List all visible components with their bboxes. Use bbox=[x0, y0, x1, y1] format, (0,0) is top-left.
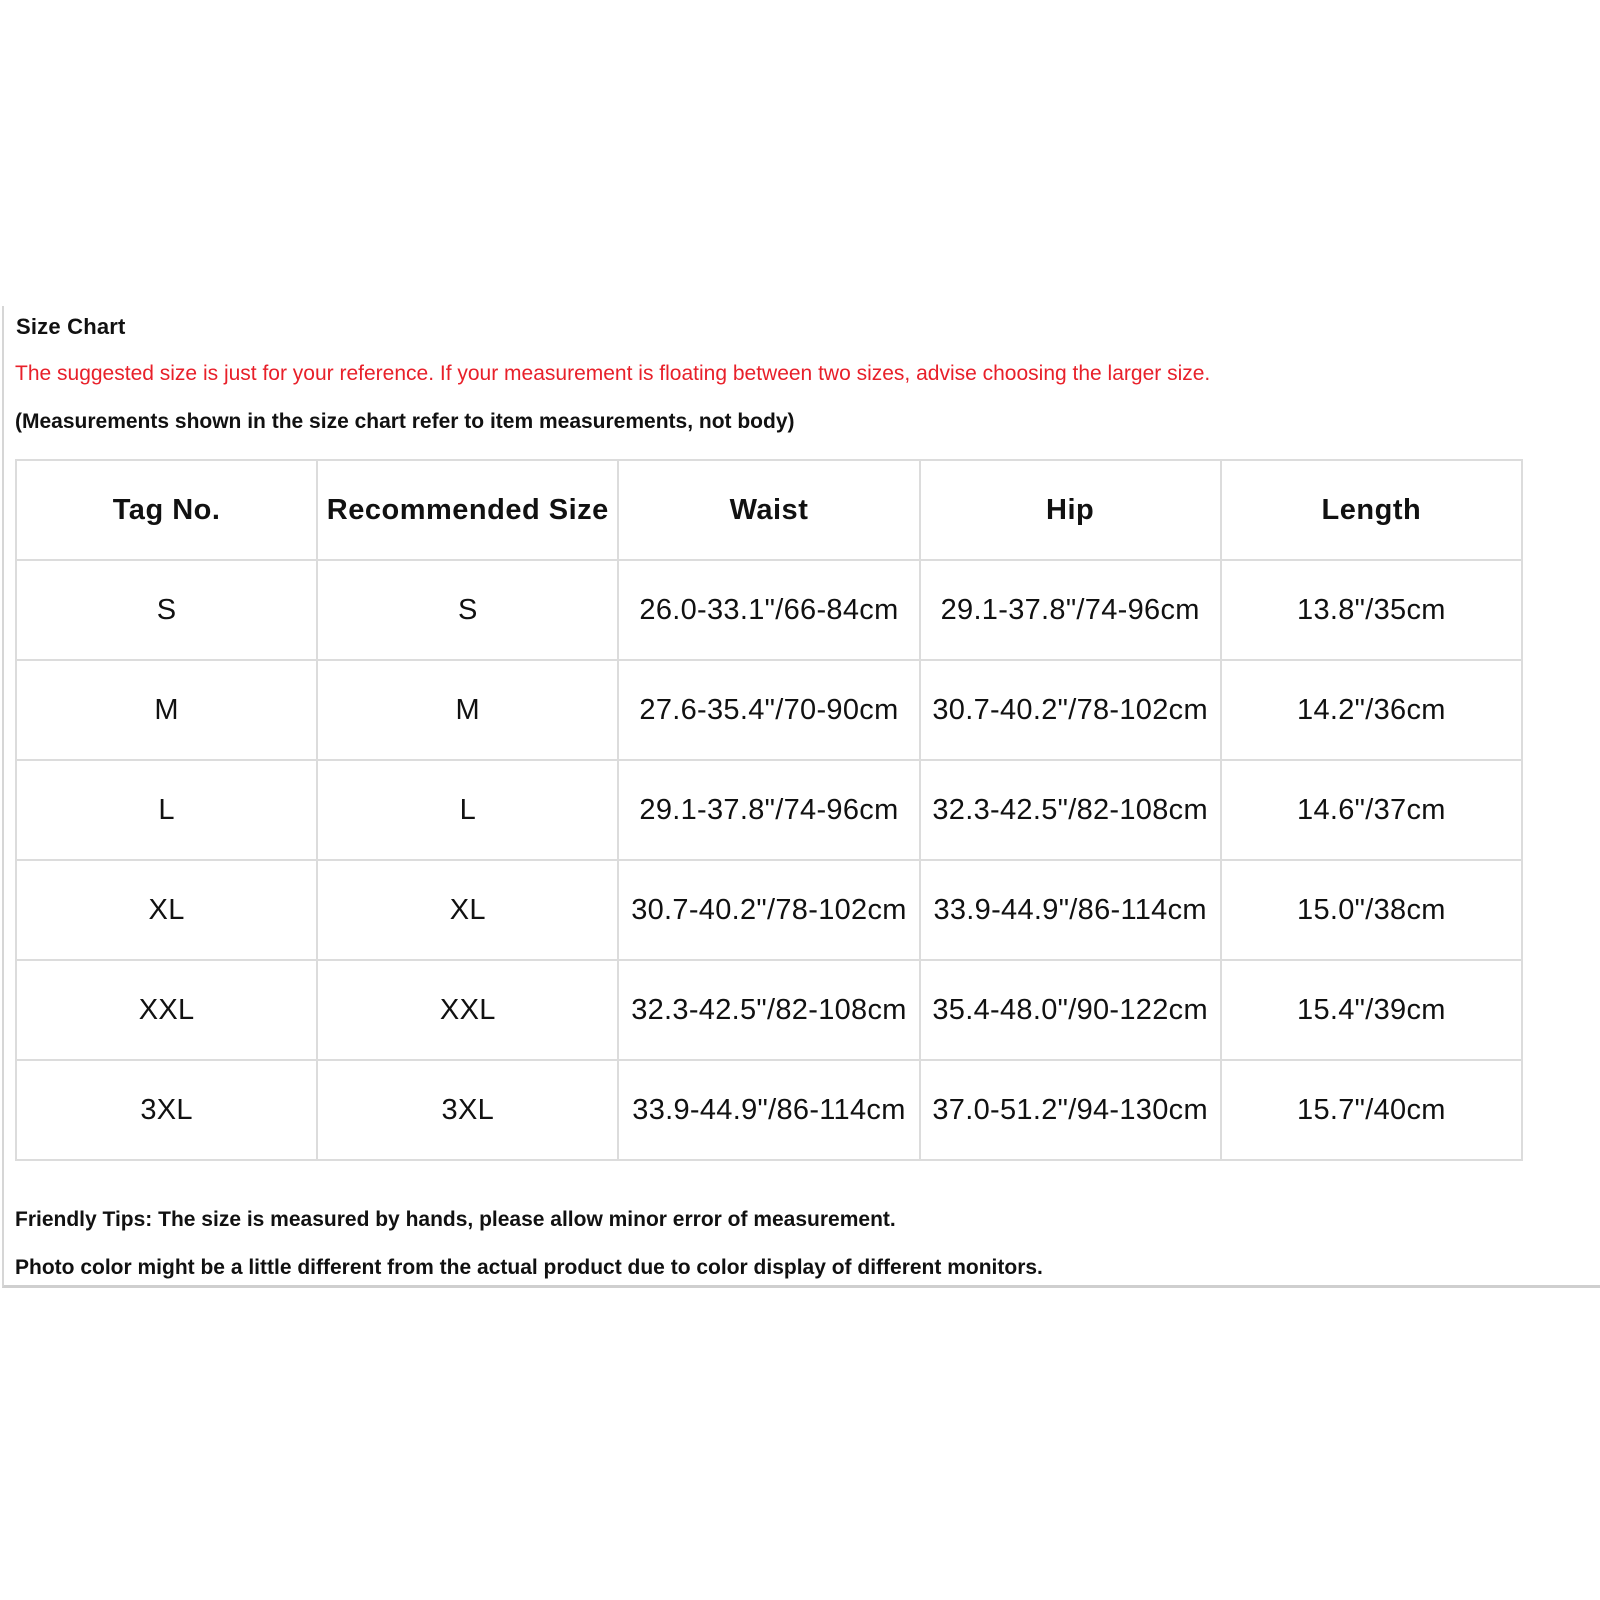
cell-tag-no: M bbox=[16, 660, 317, 760]
cell-length: 13.8"/35cm bbox=[1221, 560, 1522, 660]
cell-waist: 29.1-37.8"/74-96cm bbox=[618, 760, 919, 860]
cell-waist: 30.7-40.2"/78-102cm bbox=[618, 860, 919, 960]
cell-hip: 37.0-51.2"/94-130cm bbox=[920, 1060, 1221, 1160]
cell-waist: 26.0-33.1"/66-84cm bbox=[618, 560, 919, 660]
size-chart-title: Size Chart bbox=[16, 314, 126, 339]
friendly-tip-color: Photo color might be a little different from the actual product due to color display of different monitors. bbox=[15, 1256, 1043, 1279]
cell-waist: 33.9-44.9"/86-114cm bbox=[618, 1060, 919, 1160]
table-row bbox=[16, 660, 1522, 760]
header-waist: Waist bbox=[618, 460, 919, 560]
cell-recommended-size: L bbox=[317, 760, 618, 860]
cell-waist: 27.6-35.4"/70-90cm bbox=[618, 660, 919, 760]
cell-recommended-size: XXL bbox=[317, 960, 618, 1060]
cell-tag-no: L bbox=[16, 760, 317, 860]
cell-hip: 35.4-48.0"/90-122cm bbox=[920, 960, 1221, 1060]
table-row bbox=[16, 560, 1522, 660]
cell-length: 15.4"/39cm bbox=[1221, 960, 1522, 1060]
size-chart-panel bbox=[2, 306, 1600, 1288]
measurement-note: (Measurements shown in the size chart refer to item measurements, not body) bbox=[15, 410, 795, 433]
size-advice-notice: The suggested size is just for your reference. If your measurement is floating between two sizes, advise choosing the larger size. bbox=[15, 362, 1211, 385]
cell-length: 15.7"/40cm bbox=[1221, 1060, 1522, 1160]
cell-recommended-size: 3XL bbox=[317, 1060, 618, 1160]
cell-length: 14.6"/37cm bbox=[1221, 760, 1522, 860]
table-row bbox=[16, 760, 1522, 860]
cell-tag-no: S bbox=[16, 560, 317, 660]
cell-length: 15.0"/38cm bbox=[1221, 860, 1522, 960]
header-hip: Hip bbox=[920, 460, 1221, 560]
table-row bbox=[16, 1060, 1522, 1160]
table-header-row bbox=[16, 460, 1522, 560]
cell-waist: 32.3-42.5"/82-108cm bbox=[618, 960, 919, 1060]
cell-hip: 29.1-37.8"/74-96cm bbox=[920, 560, 1221, 660]
table-row bbox=[16, 860, 1522, 960]
header-tag-no: Tag No. bbox=[16, 460, 317, 560]
table-row bbox=[16, 960, 1522, 1060]
cell-recommended-size: S bbox=[317, 560, 618, 660]
header-length: Length bbox=[1221, 460, 1522, 560]
size-table bbox=[15, 459, 1523, 1161]
cell-tag-no: XXL bbox=[16, 960, 317, 1060]
cell-recommended-size: XL bbox=[317, 860, 618, 960]
cell-length: 14.2"/36cm bbox=[1221, 660, 1522, 760]
cell-tag-no: XL bbox=[16, 860, 317, 960]
friendly-tip-measurement: Friendly Tips: The size is measured by hands, please allow minor error of measurement. bbox=[15, 1208, 896, 1231]
cell-hip: 33.9-44.9"/86-114cm bbox=[920, 860, 1221, 960]
cell-tag-no: 3XL bbox=[16, 1060, 317, 1160]
cell-hip: 30.7-40.2"/78-102cm bbox=[920, 660, 1221, 760]
cell-hip: 32.3-42.5"/82-108cm bbox=[920, 760, 1221, 860]
header-recommended-size: Recommended Size bbox=[317, 460, 618, 560]
cell-recommended-size: M bbox=[317, 660, 618, 760]
